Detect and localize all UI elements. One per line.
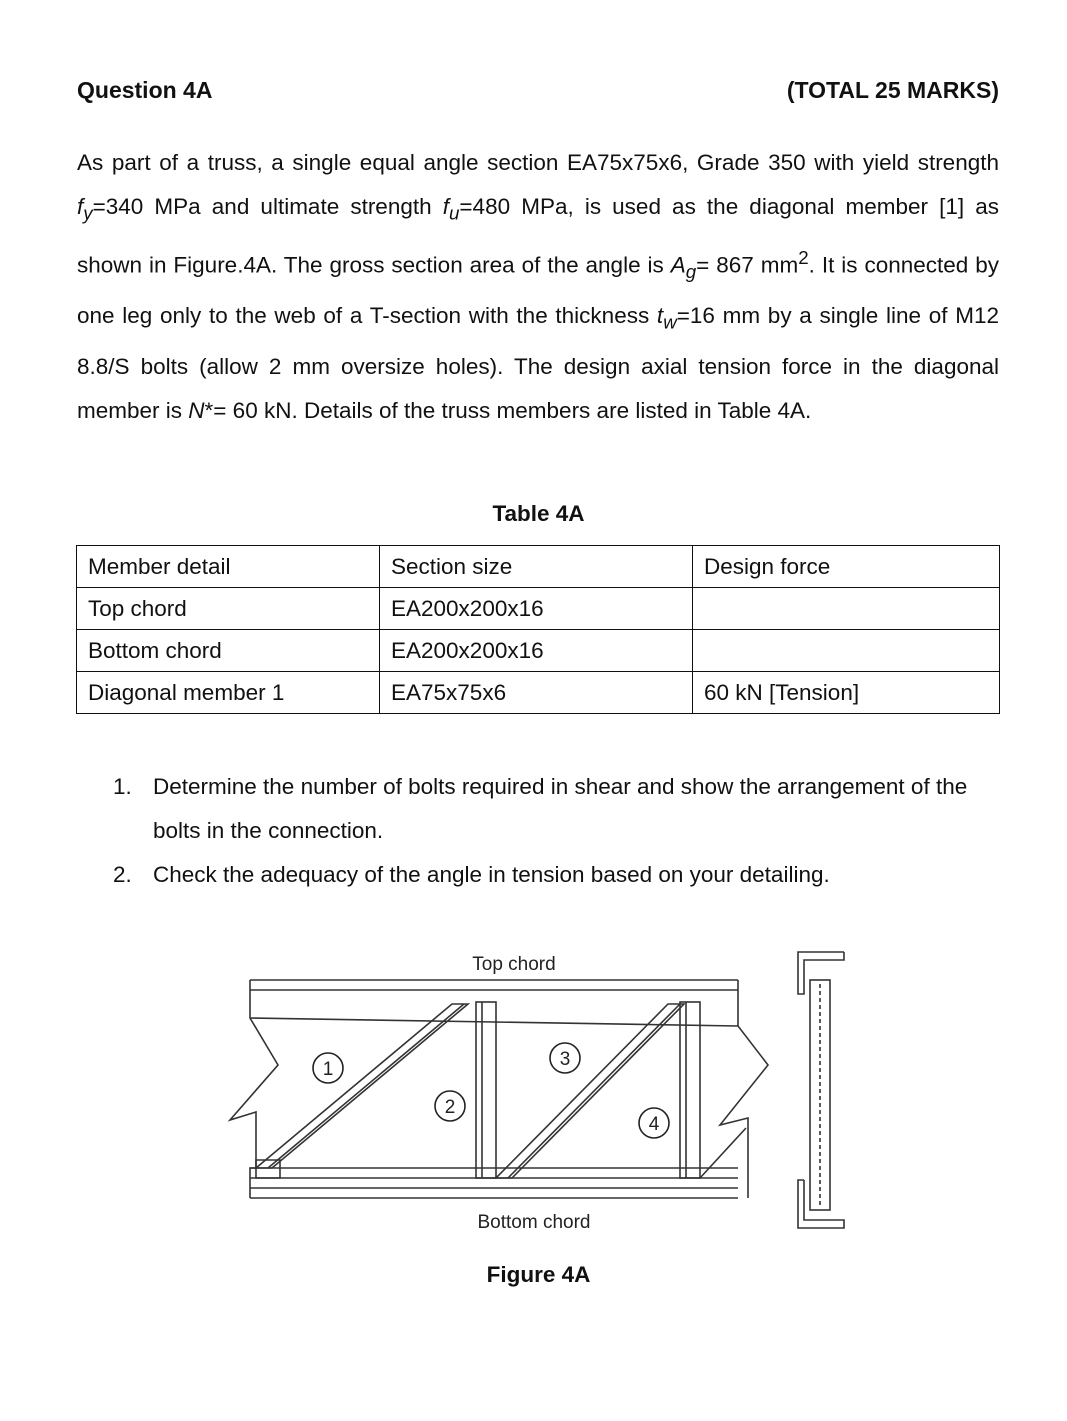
marker-label: 1 — [322, 1059, 334, 1080]
task-text: Determine the number of bolts required in shear and show the arrangement of the bolts in the connection. — [153, 774, 968, 844]
diagonal-member-1 — [256, 1004, 468, 1168]
task-text: Check the adequacy of the angle in tension based on your detailing. — [153, 862, 830, 888]
table-cell: Diagonal member 1 — [77, 672, 380, 714]
figure-caption: Figure 4A — [486, 1262, 591, 1287]
gusset-4 — [700, 1128, 746, 1178]
task-list — [113, 765, 1003, 898]
diagonal-member-3-edge — [508, 1004, 680, 1178]
members-table — [76, 545, 1000, 714]
marker-label: 2 — [444, 1097, 456, 1118]
top-chord-label: Top chord — [472, 954, 556, 975]
diagonal-member-1-edge — [268, 1004, 464, 1168]
table-row — [77, 630, 1000, 672]
table-cell: EA200x200x16 — [380, 588, 693, 630]
gusset-1 — [256, 1160, 280, 1178]
table-cell: 60 kN [Tension] — [693, 672, 1000, 714]
task-number: 1. — [113, 774, 132, 799]
bottom-chord-label: Bottom chord — [477, 1212, 591, 1233]
total-marks: (TOTAL 25 MARKS) — [786, 77, 999, 103]
right-break-line — [720, 980, 768, 1198]
vertical-member-2 — [476, 1002, 496, 1178]
table-header-row — [77, 546, 1000, 588]
table-title: Table 4A — [492, 501, 585, 526]
task-number: 2. — [113, 862, 132, 888]
table-cell: EA75x75x6 — [380, 672, 693, 714]
problem-statement: As part of a truss, a single equal angle section EA75x75x6, Grade 350 with yield strength $f_y=340$ MPa and ultimate strength $f_u=480$ MPa, is used as the diagonal member [1] as shown in Figure.4A. The gross section area of the angle is $A_g= 867$ $mm^2$. It is connected by one leg only to the web of a T-section with the thickness $t_w=16$ mm by a single line of M12 8.8/S bolts (allow 2 mm oversize holes). The design axial tension force in the diagonal member is N*= 60 kN. Details of the truss members are listed in Table 4A. — [77, 150, 1000, 424]
bottom-tee-section — [798, 1180, 844, 1228]
table-cell — [693, 630, 1000, 672]
vertical-member-4 — [680, 1002, 700, 1178]
marker-label: 3 — [559, 1049, 571, 1070]
table-row — [77, 672, 1000, 714]
table-header-cell: Member detail — [77, 546, 380, 588]
question-header — [77, 77, 999, 107]
diagonal-member-3 — [496, 1004, 684, 1178]
table-cell — [693, 588, 1000, 630]
table-header-cell: Design force — [693, 546, 1000, 588]
table-cell: Top chord — [77, 588, 380, 630]
marker-label: 4 — [648, 1114, 660, 1135]
top-tee-section — [798, 952, 844, 994]
task-item — [113, 765, 1003, 853]
question-title: Question 4A — [77, 77, 213, 103]
task-item — [113, 853, 1003, 897]
table-cell: EA200x200x16 — [380, 630, 693, 672]
table-cell: Bottom chord — [77, 630, 380, 672]
table-header-cell: Section size — [380, 546, 693, 588]
table-row — [77, 588, 1000, 630]
truss-figure — [220, 940, 860, 1250]
